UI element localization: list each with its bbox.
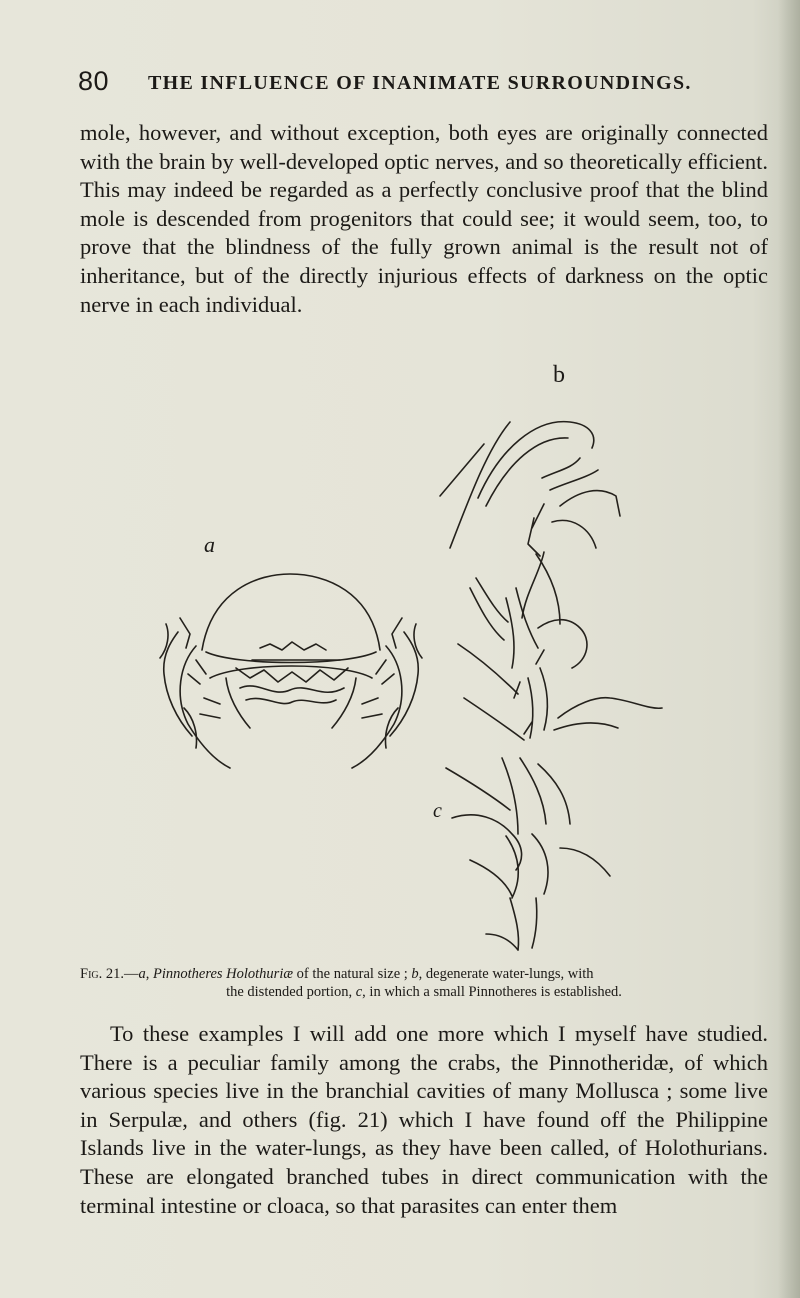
page-edge-shadow — [778, 0, 800, 1298]
running-title: THE INFLUENCE OF INANIMATE SURROUNDINGS. — [148, 72, 692, 94]
page-number: 80 — [78, 66, 110, 96]
figure-label-b: b — [553, 362, 565, 388]
figure-21 — [140, 362, 700, 958]
caption-dash: — — [124, 966, 139, 982]
figure-label-a: a — [204, 532, 215, 557]
caption-line-2 — [80, 983, 768, 1001]
figure-caption: Fig. 21.—a, Pinnotheres Holothuriæ of the natural size ; b, degenerate water-lungs, with the distended portion, c, in which a small Pinnotheres is established. — [80, 965, 768, 1001]
paragraph-2: To these examples I will add one more which I myself have studied. There is a peculiar family among the crabs, the Pinnotheridæ, of which various species live in the branchial cavities of many Mollusca ; some live in Serpulæ, and others (fig. 21) which I have found off the Philippine Islands live in the water-lungs, as they have been called, of Holothurians. These are elongated branched tubes in direct communication with the terminal intestine or cloaca, so that parasites can enter them — [80, 1021, 768, 1218]
caption-b-text: , degenerate water-lungs, with — [418, 966, 594, 982]
caption-line2-post: , in which a small Pinnotheres is established. — [362, 984, 622, 1000]
figure-illustration — [140, 378, 700, 958]
page-header — [78, 66, 768, 100]
caption-line2-pre: the distended portion, — [226, 984, 356, 1000]
caption-a-text: of the natural size ; — [293, 966, 412, 982]
figure-label-c: c — [433, 800, 442, 822]
paragraph-1: mole, however, and without exception, both eyes are originally connected with the brain by well-developed optic nerves, and so theoretically efficient. This may indeed be regarded as a perfectly conclusive proof that the blind mole is descended from progenitors that could see; it would seem, too, to prove that the blindness of the fully grown animal is the result not of inheritance, but of the directly injurious effects of darkness on the optic nerve in each individual. — [80, 120, 768, 317]
caption-fig-number: Fig. 21. — [80, 966, 124, 982]
caption-species: Pinnotheres Holothuriæ — [153, 966, 294, 982]
crab-drawing — [160, 574, 422, 768]
water-lung-drawing — [440, 422, 662, 950]
caption-letter-a: a — [138, 966, 146, 982]
caption-letter-c: c — [355, 984, 363, 1000]
caption-letter-b: b — [411, 966, 419, 982]
